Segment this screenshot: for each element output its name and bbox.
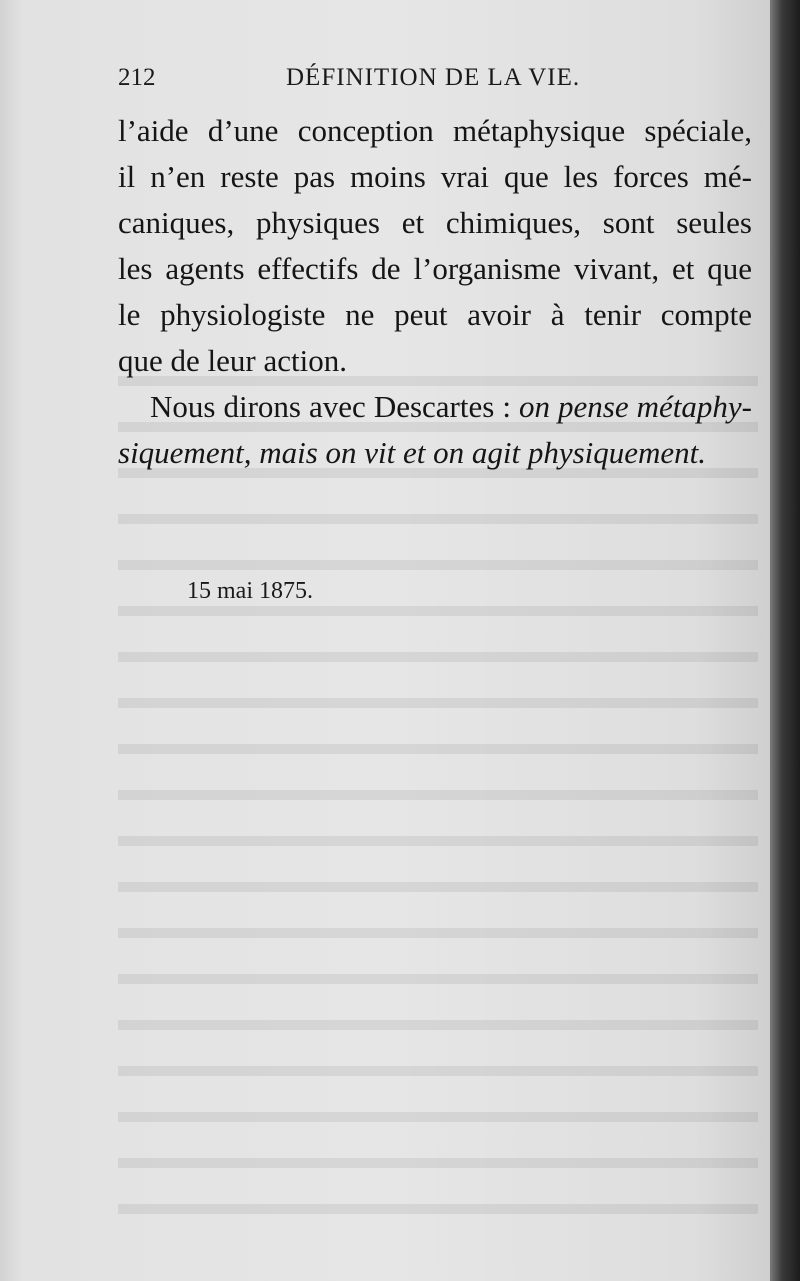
- book-gutter: [770, 0, 800, 1281]
- quote-lead: Nous dirons avec Descartes :: [150, 389, 511, 424]
- text-line: caniques, physiques et chimiques, sont seules: [118, 205, 752, 240]
- text-line: les agents effectifs de l’organisme vivant, et que: [118, 251, 752, 286]
- running-header: [118, 64, 748, 98]
- body-text: [118, 108, 752, 476]
- running-title: DÉFINITION DE LA VIE.: [286, 64, 581, 91]
- page-number: 212: [118, 64, 156, 91]
- text-line: que de leur action.: [118, 343, 347, 378]
- text-line: il n’en reste pas moins vrai que les forces mé-: [118, 159, 752, 194]
- text-line: l’aide d’une conception métaphysique spéciale,: [118, 113, 752, 148]
- paragraph-line: [118, 384, 752, 430]
- text-line: le physiologiste ne peut avoir à tenir compte: [118, 297, 752, 332]
- date-line: 15 mai 1875.: [187, 578, 313, 604]
- quote-italic-line: siquement, mais on vit et on agit physiquement.: [118, 435, 707, 470]
- bleed-through-texture: [118, 350, 758, 1230]
- quote-italic: on pense métaphy-: [519, 389, 752, 424]
